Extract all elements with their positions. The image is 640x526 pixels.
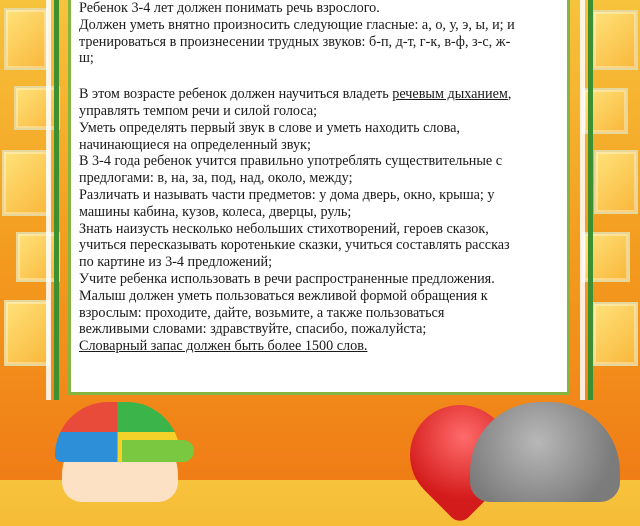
text-line: тренироваться в произнесении трудных звуков: б-п, д-т, г-к, в-ф, з-с, ж- [79,33,511,50]
left-decorative-frame [0,0,62,480]
right-decorative-frame [578,0,640,480]
text-line: Уметь определять первый звук в слове и уметь находить слова, [79,119,460,136]
text-line: управлять темпом речи и силой голоса; [79,102,318,119]
text-line: учиться пересказывать коротенькие сказки, учиться составлять рассказ [79,237,510,254]
underlined-term: речевым дыханием [392,86,508,103]
text-line: машины кабина, кузов, колеса, дверцы, руль; [79,203,352,220]
text-line [79,86,563,103]
cap-visor-illustration [122,440,194,462]
frame-block [4,300,50,366]
text-line [79,338,563,355]
text-line: предлогами: в, на, за, под, над, около, между; [79,170,353,187]
text-line: взрослым: проходите, дайте, возьмите, а также пользоваться [79,304,445,321]
frame-block [592,302,638,366]
underlined-conclusion: Словарный запас должен быть более 1500 слов. [79,338,368,355]
text-line: Знать наизусть несколько небольших стихотворений, героев сказок, [79,220,489,237]
frame-stripe [588,0,593,400]
text-line: Малыш должен уметь пользоваться вежливой формой обращения к [79,287,488,304]
frame-stripe [46,0,51,400]
text-fragment: В этом возрасте ребенок должен научиться владеть [79,86,393,103]
frame-block [594,150,638,214]
text-line: Учите ребенка использовать в речи распространенные предложения. [79,270,495,287]
frame-stripe [54,0,59,400]
frame-block [4,8,48,70]
document-text [79,0,563,355]
frame-block [2,150,50,216]
text-fragment: , [507,86,512,103]
text-line: начинающиеся на определенный звук; [79,136,311,153]
text-line: Должен уметь внятно произносить следующие гласные: а, о, у, э, ы, и; и [79,16,515,33]
paragraph-main [79,86,563,355]
text-line: В 3-4 года ребенок учится правильно употреблять существительные с [79,153,503,170]
text-line: Ребенок 3-4 лет должен понимать речь взрослого. [79,0,380,16]
text-line: Различать и называть части предметов: у дома дверь, окно, крыша; у [79,186,495,203]
text-line: ш; [79,50,94,67]
text-line: вежливыми словами: здравствуйте, спасибо, пожалуйста; [79,321,427,338]
frame-stripe [580,0,585,400]
frame-block [592,10,638,70]
paragraph-intro [79,0,563,67]
text-line: по картине из 3-4 предложений; [79,254,273,271]
